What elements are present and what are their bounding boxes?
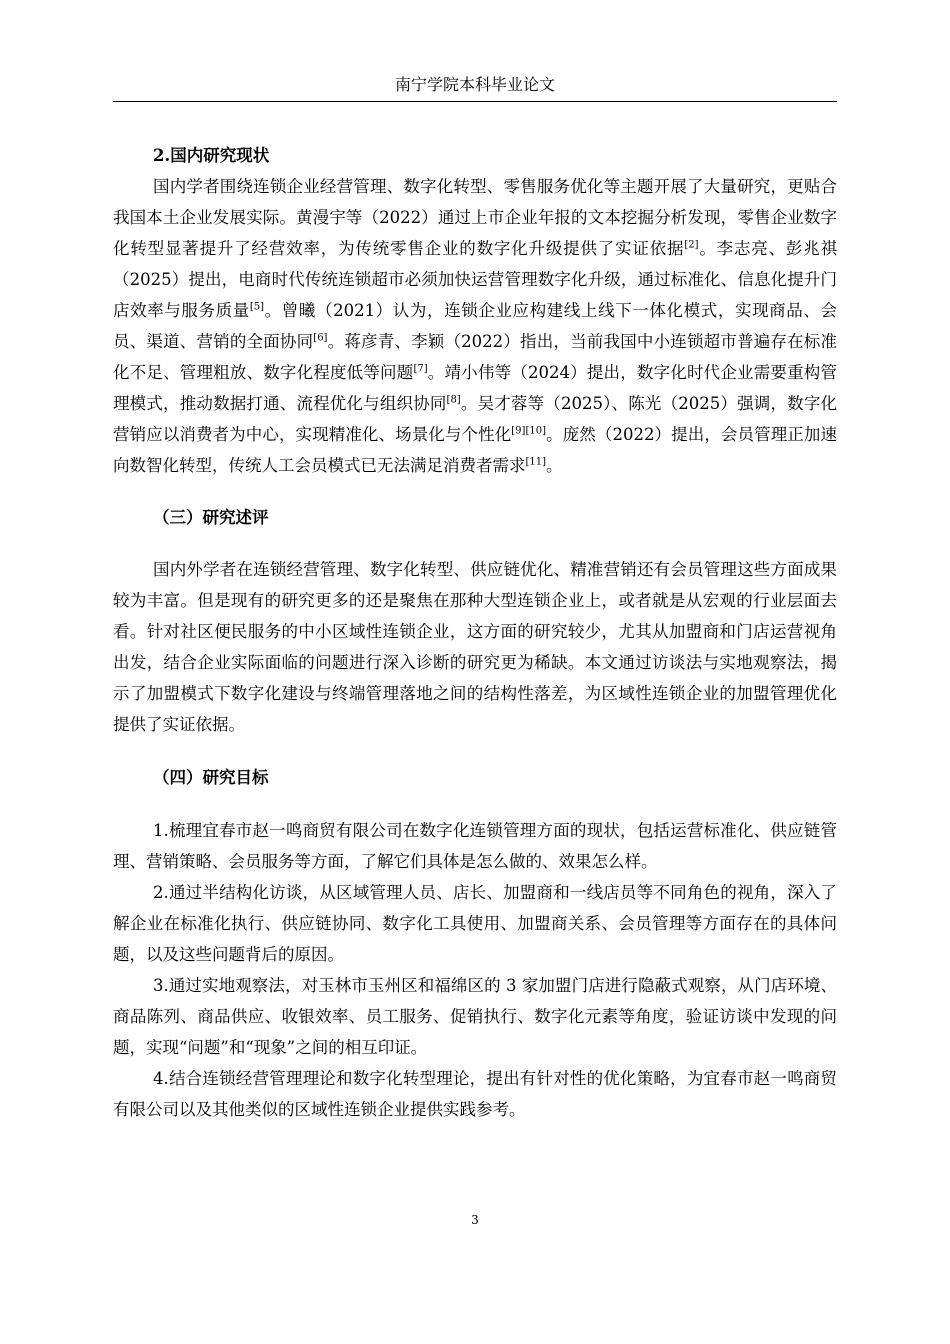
objective-item-3: 3.通过实地观察法，对玉林市玉州区和福绵区的 3 家加盟门店进行隐蔽式观察，从门店环境、商品陈列、商品供应、收银效率、员工服务、促销执行、数字化元素等角度，验证访谈中发现的问题，实现“问题”和“现象”之间的相互印证。 xyxy=(113,976,837,1057)
citation: [5] xyxy=(249,301,265,313)
objective-item-4: 4.结合连锁经营管理理论和数字化转型理论，提出有针对性的优化策略，为宜春市赵一鸣商贸有限公司以及其他类似的区域性连锁企业提供实践参考。 xyxy=(113,1069,837,1119)
text-run: 国内学者围绕连锁企业经营管理、数字化转型、零售服务优化等主题开展了大量研究，更贴合我国本土企业发展实际。黄漫宇等（2022）通过上市企业年报的文本挖掘分析发现，零售企业数字化转型显著提升了经营效率，为传统零售企业的数字化升级提供了实证依据 xyxy=(113,177,837,258)
citation: [9][10] xyxy=(511,425,546,437)
text-run: 。庞然（2022）提出，会员管理正加速向数智化转型，传统人工会员模式已无法满足消费者需求 xyxy=(113,425,837,475)
paragraph-domestic-research xyxy=(113,171,837,481)
heading-research-objectives: （四）研究目标 xyxy=(153,768,269,787)
heading-domestic-research: 2.国内研究现状 xyxy=(153,146,270,165)
text-run: 。靖小伟等（2024）提出，数字化时代企业需要重构管理模式，推动数据打通、流程优化与组织协同 xyxy=(113,363,837,413)
objective-item-2: 2.通过半结构化访谈，从区域管理人员、店长、加盟商和一线店员等不同角色的视角，深入了解企业在标准化执行、供应链协同、数字化工具使用、加盟商关系、会员管理等方面存在的具体问题，以及这些问题背后的原因。 xyxy=(113,883,837,964)
citation: [11] xyxy=(525,456,547,468)
citation: [7] xyxy=(413,363,428,375)
spacer xyxy=(113,793,837,815)
citation: [6] xyxy=(313,332,328,344)
header-rule xyxy=(113,101,837,102)
heading-research-review: （三）研究述评 xyxy=(153,508,269,527)
running-header: 南宁学院本科毕业论文 xyxy=(394,75,555,94)
page-number: 3 xyxy=(471,1213,479,1227)
citation: [2] xyxy=(684,239,699,251)
citation: [8] xyxy=(446,394,461,406)
objective-item-1: 1.梳理宜春市赵一鸣商贸有限公司在数字化连锁管理方面的现状，包括运营标准化、供应链管理、营销策略、会员服务等方面，了解它们具体是怎么做的、效果怎么样。 xyxy=(113,821,837,871)
spacer xyxy=(113,740,837,762)
page-body xyxy=(113,140,837,1125)
spacer xyxy=(113,533,837,554)
text-run: 。曾曦（2021）认为，连锁企业应构建线上线下一体化模式，实现商品、会员、渠道、营销的全面协同 xyxy=(113,301,838,351)
spacer xyxy=(113,481,837,502)
text-run: 。 xyxy=(546,456,563,475)
text-run: 。李志亮、彭兆祺（2025）提出，电商时代传统连锁超市必须加快运营管理数字化升级，通过标准化、信息化提升门店效率与服务质量 xyxy=(113,239,838,320)
paragraph-research-review: 国内外学者在连锁经营管理、数字化转型、供应链优化、精准营销还有会员管理这些方面成果较为丰富。但是现有的研究更多的还是聚焦在那种大型连锁企业上，或者就是从宏观的行业层面去看。针对社区便民服务的中小区域性连锁企业，这方面的研究较少，尤其从加盟商和门店运营视角出发，结合企业实际面临的问题进行深入诊断的研究更为稀缺。本文通过访谈法与实地观察法，揭示了加盟模式下数字化建设与终端管理落地之间的结构性落差，为区域性连锁企业的加盟管理优化提供了实证依据。 xyxy=(113,560,837,734)
text-run: 。吴才蓉等（2025）、陈光（2025）强调，数字化营销应以消费者为中心，实现精准化、场景化与个性化 xyxy=(113,394,837,444)
text-run: 。蒋彦青、李颖（2022）指出，当前我国中小连锁超市普遍存在标准化不足、管理粗放、数字化程度低等问题 xyxy=(113,332,837,382)
